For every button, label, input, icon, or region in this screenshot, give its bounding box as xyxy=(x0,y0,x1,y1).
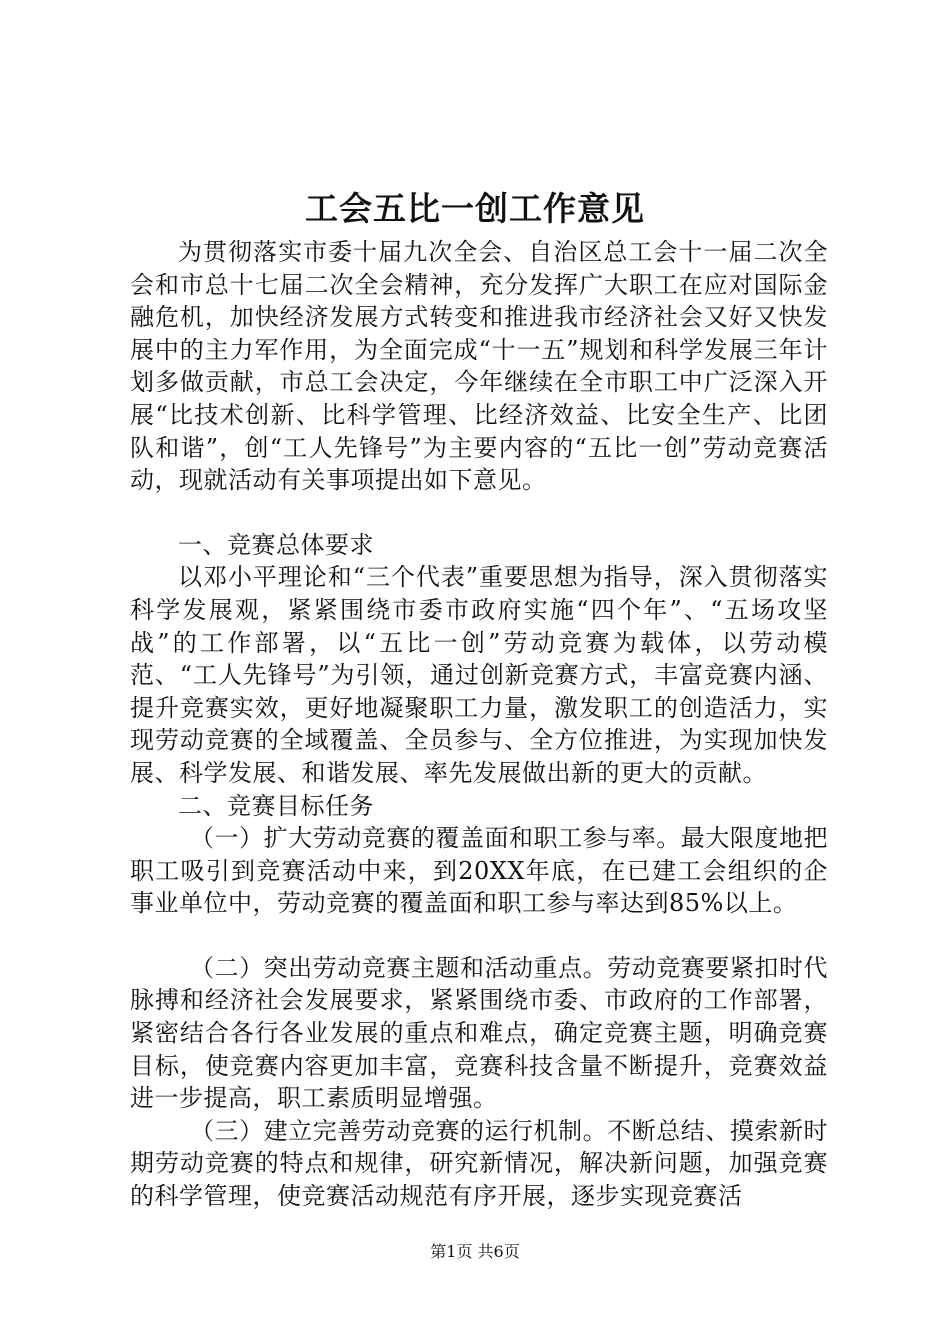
spacer xyxy=(130,920,828,952)
section-1-paragraph: 以邓小平理论和“三个代表”重要思想为指导，深入贯彻落实科学发展观，紧紧围绕市委市政府实施“四个年”、“五场攻坚战”的工作部署，以“五比一创”劳动竞赛为载体，以劳动模范、“工人先锋号”为引领，通过创新竞赛方式，丰富竞赛内涵、提升竞赛实效，更好地凝聚职工力量，激发职工的创造活力，实现劳动竞赛的全域覆盖、全员参与、全方位推进，为实现加快发展、科学发展、和谐发展、率先发展做出新的更大的贡献。 xyxy=(130,563,828,787)
document-title: 工会五比一创工作意见 xyxy=(305,189,645,228)
item-3-paragraph: （三）建立完善劳动竞赛的运行机制。不断总结、摸索新时期劳动竞赛的特点和规律，研究新情况，解决新问题，加强竞赛的科学管理，使竞赛活动规范有序开展，逐步实现竞赛活 xyxy=(130,1116,828,1211)
section-heading-2: 二、竞赛目标任务 xyxy=(178,791,374,820)
intro-paragraph: 为贯彻落实市委十届九次全会、自治区总工会十一届二次全会和市总十七届二次全会精神，充分发挥广大职工在应对国际金融危机，加快经济发展方式转变和推进我市经济社会又好又快发展中的主力军作用，为全面完成“十一五”规划和科学发展三年计划多做贡献，市总工会决定，今年继续在全市职工中广泛深入开展“比技术创新、比科学管理、比经济效益、比安全生产、比团队和谐”，创“工人先锋号”为主要内容的“五比一创”劳动竞赛活动，现就活动有关事项提出如下意见。 xyxy=(130,238,828,495)
page-number: 第1页 共6页 xyxy=(430,1242,520,1261)
section-heading-1: 一、竞赛总体要求 xyxy=(178,530,374,559)
document-body xyxy=(130,236,828,1213)
item-1-paragraph: （一）扩大劳动竞赛的覆盖面和职工参与率。最大限度地把职工吸引到竞赛活动中来，到20XX年底，在已建工会组织的企事业单位中，劳动竞赛的覆盖面和职工参与率达到85%以上。 xyxy=(130,824,828,918)
item-2-paragraph: （二）突出劳动竞赛主题和活动重点。劳动竞赛要紧扣时代脉搏和经济社会发展要求，紧紧围绕市委、市政府的工作部署，紧密结合各行各业发展的重点和难点，确定竞赛主题，明确竞赛目标，使竞赛内容更加丰富，竞赛科技含量不断提升，竞赛效益进一步提高，职工素质明显增强。 xyxy=(130,953,828,1113)
spacer xyxy=(130,497,828,529)
